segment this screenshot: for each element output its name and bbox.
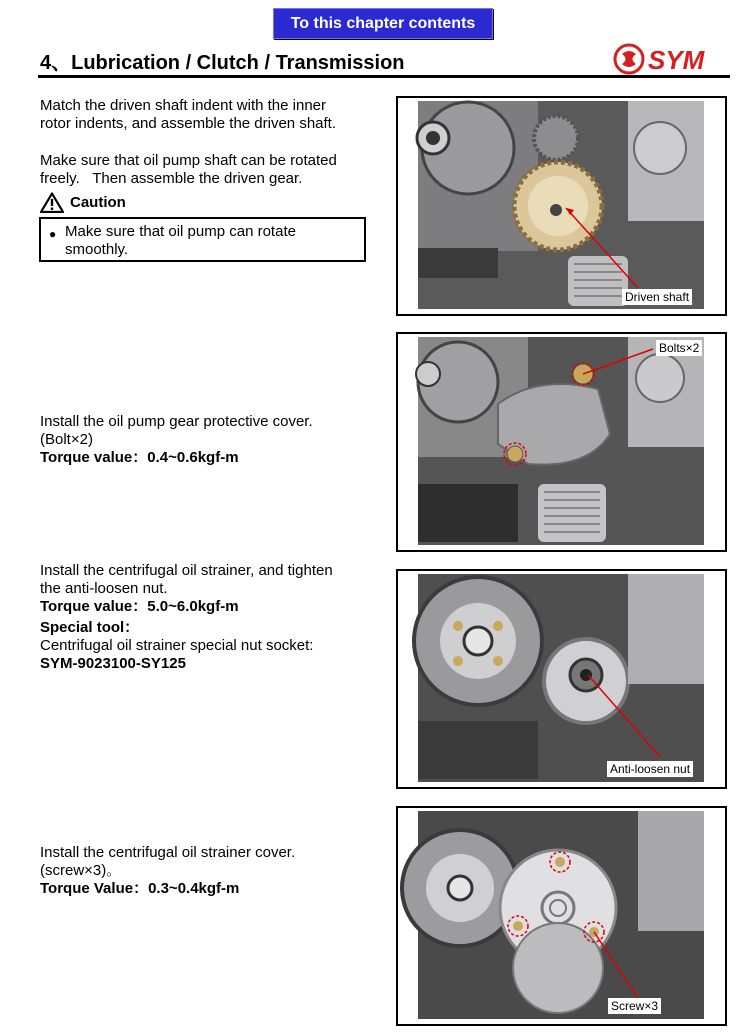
step1-text-a: Match the driven shaft indent with the inner rotor indents, and assemble the driven shaft. xyxy=(40,97,337,132)
sym-logo xyxy=(612,42,730,76)
tool-description: Centrifugal oil strainer special nut socket: xyxy=(40,637,314,654)
callout-bolts: Bolts×2 xyxy=(656,340,702,356)
caution-heading xyxy=(40,192,126,213)
callout-driven-shaft: Driven shaft xyxy=(622,289,692,305)
step4-torque: Torque Value：0.3~0.4kgf-m xyxy=(40,880,240,897)
title-rule xyxy=(38,75,730,78)
bullet-icon: ● xyxy=(49,227,57,241)
photo-driven-shaft xyxy=(396,96,727,316)
step3-torque: Torque value：5.0~6.0kgf-m xyxy=(40,598,239,615)
step1-text-b: Make sure that oil pump shaft can be rotated freely. Then assemble the driven gear. xyxy=(40,152,337,187)
photo-oil-strainer xyxy=(396,569,727,789)
step2-text: Install the oil pump gear protective cover. (Bolt×2) Torque value：0.4~0.6kgf-m xyxy=(40,413,313,466)
photo-strainer-cover xyxy=(396,806,727,1026)
warning-triangle-icon xyxy=(40,192,64,213)
caution-label: Caution xyxy=(70,194,126,211)
page-title: 4、Lubrication / Clutch / Transmission xyxy=(40,52,405,74)
callout-anti-loosen-nut: Anti-loosen nut xyxy=(607,761,693,777)
step3-text: Install the centrifugal oil strainer, and tighten the anti-loosen nut. Torque value：5.0~6.0kgf-m Special tool： Centrifugal oil strainer special nut socket: SYM-9023100-SY125 xyxy=(40,562,333,672)
photo-pump-cover xyxy=(396,332,727,552)
chapter-contents-button[interactable]: To this chapter contents xyxy=(273,8,493,39)
special-tool-label: Special tool： xyxy=(40,619,140,636)
logo-text: SYM xyxy=(648,45,705,75)
step4-text: Install the centrifugal oil strainer cover. (screw×3)。 Torque Value：0.3~0.4kgf-m xyxy=(40,844,296,897)
callout-screws: Screw×3 xyxy=(608,998,661,1014)
step2-torque: Torque value：0.4~0.6kgf-m xyxy=(40,449,239,466)
tool-code: SYM-9023100-SY125 xyxy=(40,655,186,672)
caution-box: ● Make sure that oil pump can rotate smoothly. xyxy=(39,217,366,262)
